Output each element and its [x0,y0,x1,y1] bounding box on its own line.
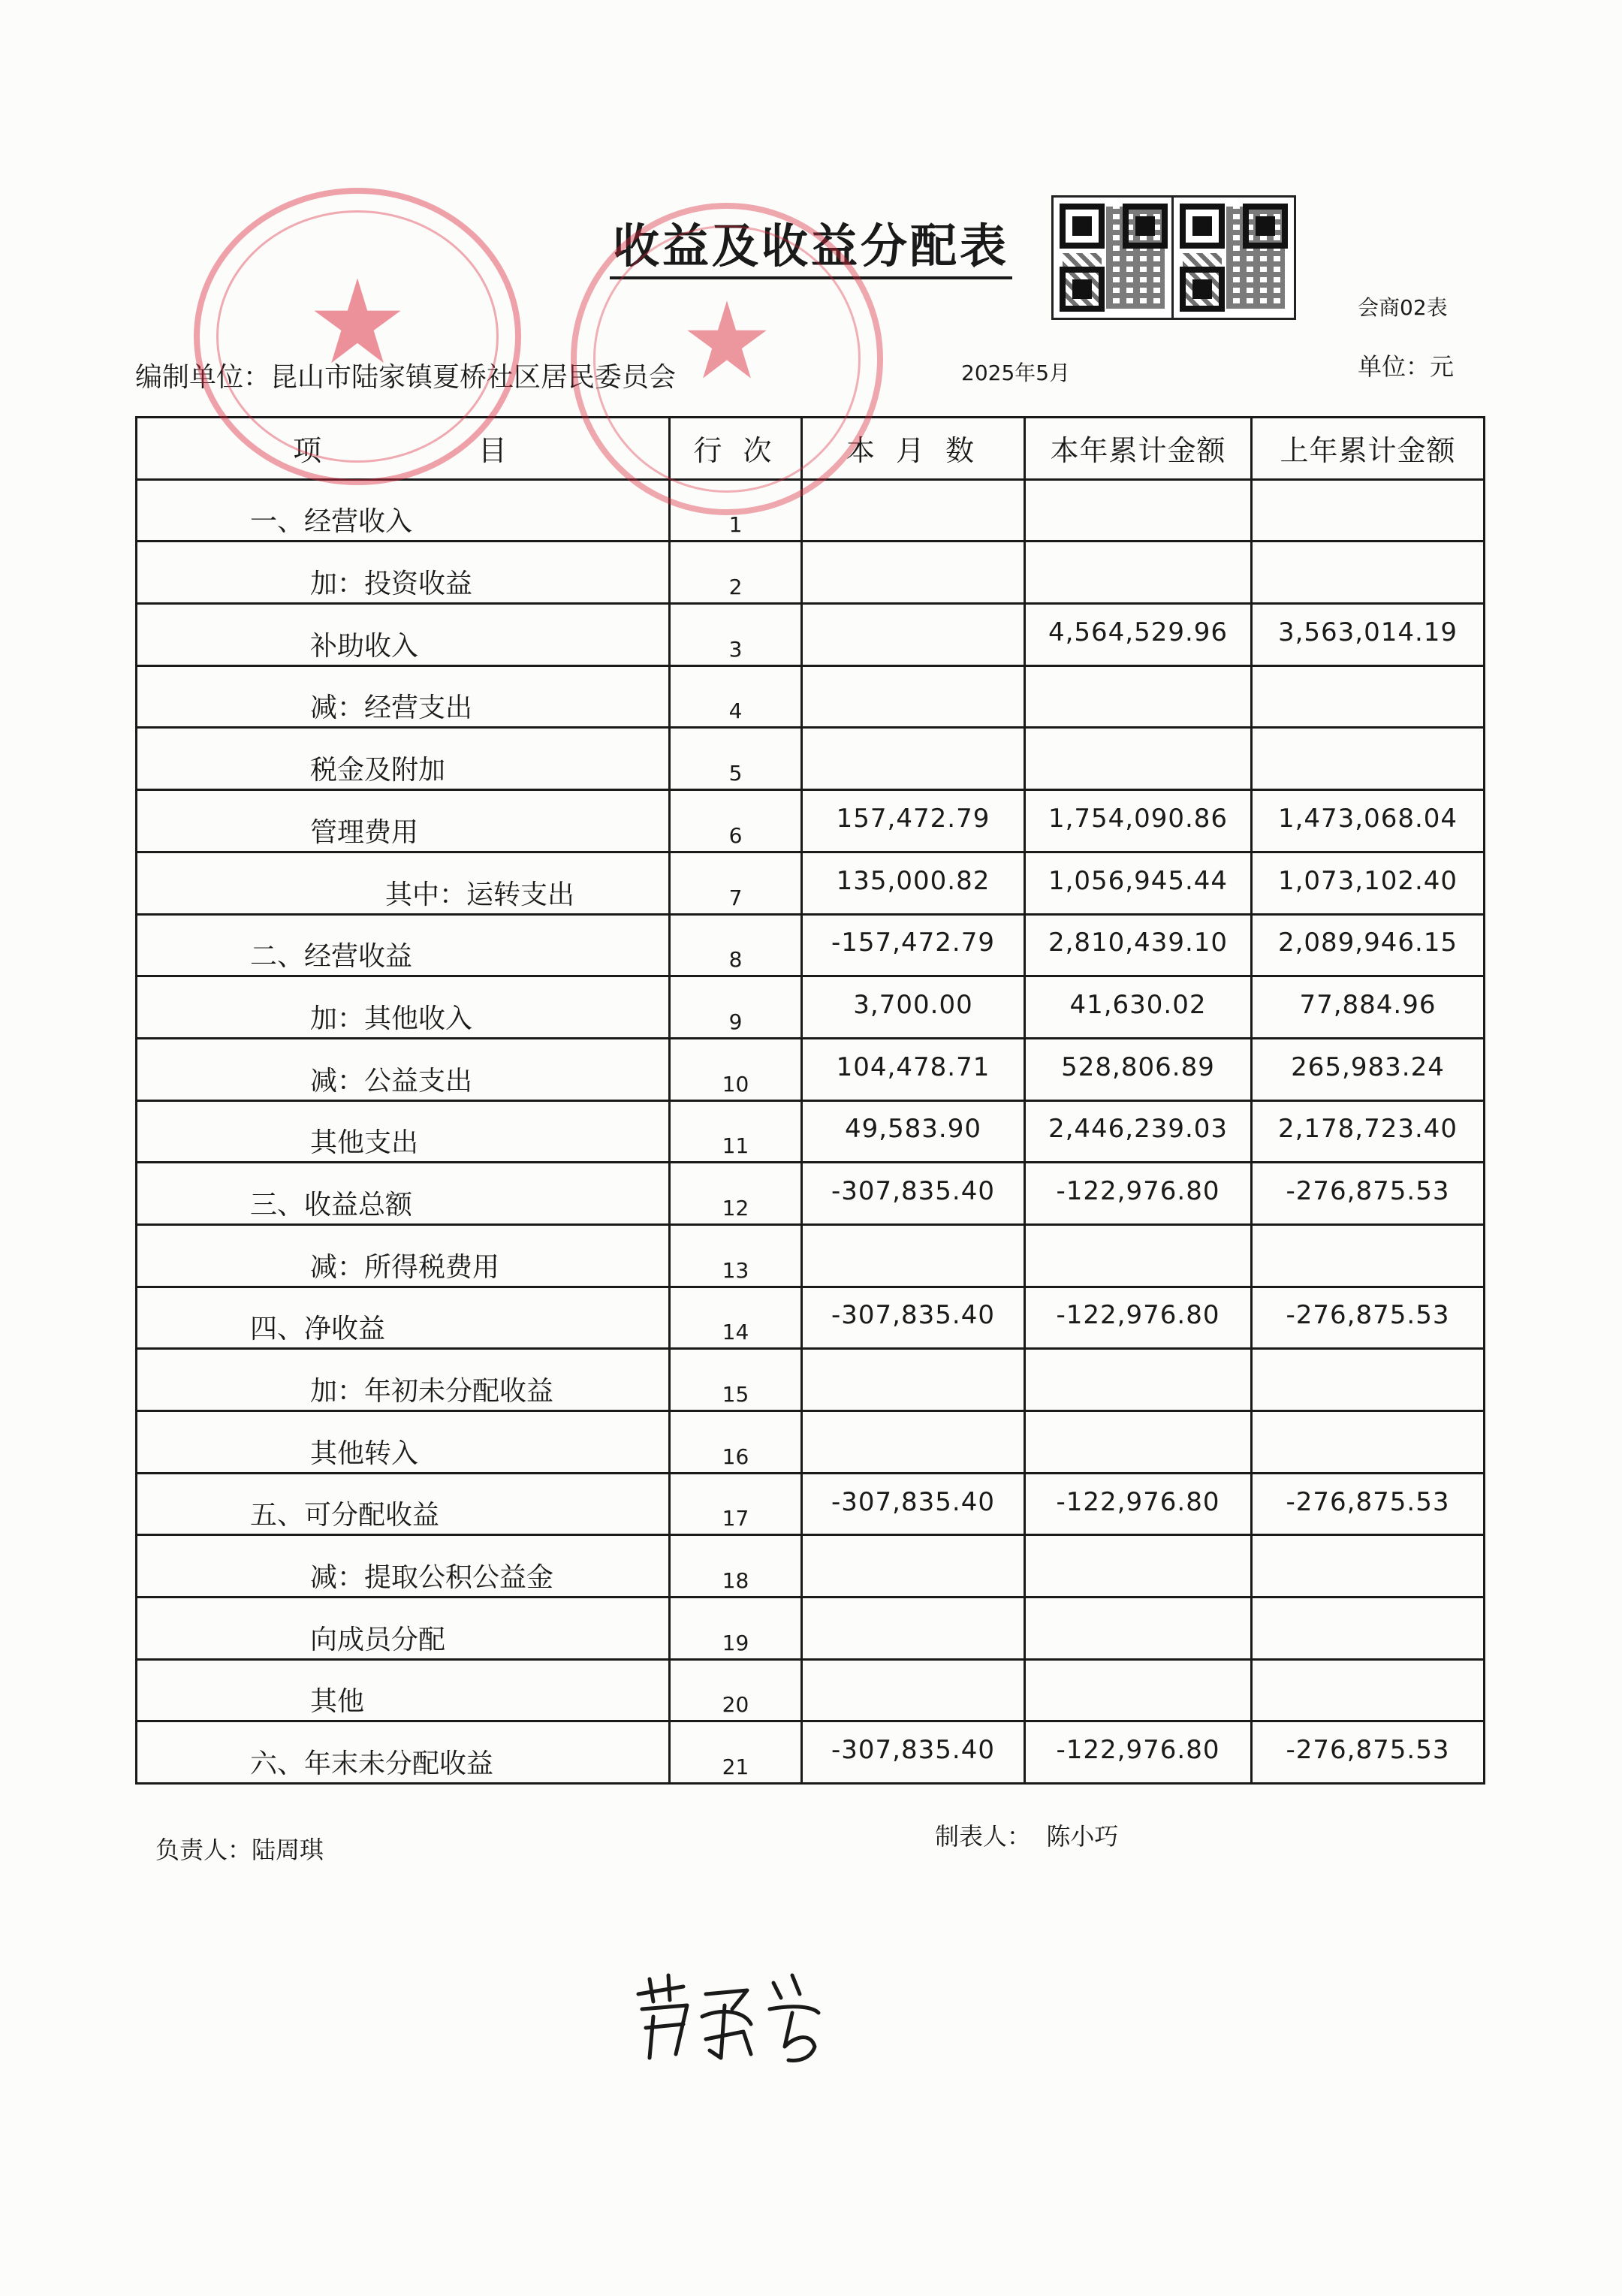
row-item-label: 加：投资收益 [137,542,670,604]
table-row [137,1163,1485,1225]
row-this-month: 157,472.79 [802,790,1025,852]
row-prev-year-amount [1252,1349,1485,1411]
row-item-label: 其他支出 [137,1100,670,1163]
table-row [137,665,1485,728]
row-prev-year-amount: 1,473,068.04 [1252,790,1485,852]
row-line-number: 8 [670,914,802,976]
table-row [137,1598,1485,1660]
row-line-number: 10 [670,1038,802,1100]
row-line-number: 20 [670,1659,802,1721]
row-item-label: 其他转入 [137,1411,670,1474]
row-prev-year-amount [1252,1224,1485,1287]
row-line-number: 4 [670,665,802,728]
column-header-this-month: 本 月 数 [802,418,1025,480]
row-prev-year-amount [1252,542,1485,604]
row-this-month: -157,472.79 [802,914,1025,976]
report-period: 2025年5月 [961,361,1071,385]
row-ytd-amount: -122,976.80 [1025,1473,1252,1535]
row-ytd-amount: 2,810,439.10 [1025,914,1252,976]
table-row [137,1535,1485,1598]
row-ytd-amount [1025,1349,1252,1411]
row-ytd-amount: 4,564,529.96 [1025,604,1252,666]
row-this-month [802,1411,1025,1474]
row-ytd-amount [1025,1598,1252,1660]
row-line-number: 6 [670,790,802,852]
row-ytd-amount: -122,976.80 [1025,1163,1252,1225]
star-icon [686,299,768,382]
table-row [137,1349,1485,1411]
row-line-number: 13 [670,1224,802,1287]
row-ytd-amount: 1,754,090.86 [1025,790,1252,852]
row-line-number: 14 [670,1287,802,1349]
row-prev-year-amount [1252,665,1485,728]
row-line-number: 1 [670,479,802,542]
row-this-month [802,1659,1025,1721]
row-item-label: 减：提取公积公益金 [137,1535,670,1598]
column-header-item: 项 目 [137,418,670,480]
row-ytd-amount: 41,630.02 [1025,976,1252,1039]
table-row [137,914,1485,976]
row-line-number: 12 [670,1163,802,1225]
row-prev-year-amount [1252,1598,1485,1660]
row-prev-year-amount: 2,089,946.15 [1252,914,1485,976]
row-this-month [802,1224,1025,1287]
row-prev-year-amount: 3,563,014.19 [1252,604,1485,666]
row-item-label: 五、可分配收益 [137,1473,670,1535]
table-row [137,728,1485,790]
row-item-label: 管理费用 [137,790,670,852]
row-this-month: -307,835.40 [802,1721,1025,1784]
row-line-number: 9 [670,976,802,1039]
row-ytd-amount [1025,1535,1252,1598]
row-ytd-amount [1025,1411,1252,1474]
row-item-label: 其他 [137,1659,670,1721]
row-ytd-amount: -122,976.80 [1025,1721,1252,1784]
row-ytd-amount: 528,806.89 [1025,1038,1252,1100]
star-icon [312,276,402,367]
table-row [137,1100,1485,1163]
row-item-label: 税金及附加 [137,728,670,790]
row-prev-year-amount [1252,1411,1485,1474]
row-this-month: -307,835.40 [802,1163,1025,1225]
row-prev-year-amount [1252,1659,1485,1721]
row-ytd-amount: -122,976.80 [1025,1287,1252,1349]
row-ytd-amount [1025,1659,1252,1721]
official-seal-supervision-committee [571,203,883,515]
row-line-number: 15 [670,1349,802,1411]
row-item-label: 其中：运转支出 [137,852,670,914]
row-ytd-amount [1025,728,1252,790]
row-prev-year-amount: 77,884.96 [1252,976,1485,1039]
row-item-label: 向成员分配 [137,1598,670,1660]
row-this-month [802,1349,1025,1411]
table-row [137,1038,1485,1100]
row-prev-year-amount: 1,073,102.40 [1252,852,1485,914]
row-prev-year-amount: 2,178,723.40 [1252,1100,1485,1163]
row-prev-year-amount: -276,875.53 [1252,1473,1485,1535]
row-line-number: 21 [670,1721,802,1784]
table-row [137,542,1485,604]
reporting-unit: 编制单位：昆山市陆家镇夏桥社区居民委员会 [135,362,677,393]
row-this-month [802,1598,1025,1660]
row-this-month: 104,478.71 [802,1038,1025,1100]
row-ytd-amount [1025,479,1252,542]
column-header-prev-year: 上年累计金额 [1252,418,1485,480]
table-row [137,1287,1485,1349]
row-line-number: 16 [670,1411,802,1474]
table-row [137,604,1485,666]
handwritten-signature [631,1964,841,2069]
qr-code-left[interactable] [1051,195,1176,320]
row-item-label: 三、收益总额 [137,1163,670,1225]
row-item-label: 减：所得税费用 [137,1224,670,1287]
table-row [137,1659,1485,1721]
row-ytd-amount: 2,446,239.03 [1025,1100,1252,1163]
column-header-ytd: 本年累计金额 [1025,418,1252,480]
table-row [137,1411,1485,1474]
row-prev-year-amount [1252,479,1485,542]
row-line-number: 2 [670,542,802,604]
income-distribution-table [135,416,1485,1785]
row-line-number: 7 [670,852,802,914]
row-prev-year-amount: -276,875.53 [1252,1721,1485,1784]
row-line-number: 18 [670,1535,802,1598]
row-prev-year-amount [1252,728,1485,790]
qr-code-right[interactable] [1171,195,1296,320]
table-row [137,790,1485,852]
row-item-label: 减：经营支出 [137,665,670,728]
table-row [137,1224,1485,1287]
row-prev-year-amount [1252,1535,1485,1598]
row-item-label: 减：公益支出 [137,1038,670,1100]
preparer: 制表人： 陈小巧 [935,1822,1119,1851]
row-this-month [802,728,1025,790]
row-ytd-amount [1025,542,1252,604]
row-item-label: 补助收入 [137,604,670,666]
official-seal-residents-committee [194,188,521,485]
row-ytd-amount: 1,056,945.44 [1025,852,1252,914]
row-ytd-amount [1025,1224,1252,1287]
row-line-number: 3 [670,604,802,666]
column-header-line-no: 行 次 [670,418,802,480]
row-this-month [802,542,1025,604]
page-title: 收益及收益分配表 [0,209,1622,276]
row-this-month: 49,583.90 [802,1100,1025,1163]
currency-unit: 单位：元 [1358,352,1455,381]
row-line-number: 11 [670,1100,802,1163]
form-code: 会商02表 [1358,295,1448,320]
row-this-month [802,479,1025,542]
row-item-label: 六、年末未分配收益 [137,1721,670,1784]
row-item-label: 加：年初未分配收益 [137,1349,670,1411]
row-this-month [802,604,1025,666]
row-ytd-amount [1025,665,1252,728]
row-prev-year-amount: 265,983.24 [1252,1038,1485,1100]
table-row [137,1721,1485,1784]
row-line-number: 5 [670,728,802,790]
row-line-number: 17 [670,1473,802,1535]
row-item-label: 一、经营收入 [137,479,670,542]
row-this-month: -307,835.40 [802,1287,1025,1349]
row-this-month: 3,700.00 [802,976,1025,1039]
row-this-month [802,1535,1025,1598]
row-line-number: 19 [670,1598,802,1660]
row-item-label: 二、经营收益 [137,914,670,976]
table-row [137,852,1485,914]
table-row [137,1473,1485,1535]
responsible-person: 负责人：陆周琪 [155,1836,324,1864]
row-prev-year-amount: -276,875.53 [1252,1163,1485,1225]
row-item-label: 加：其他收入 [137,976,670,1039]
row-item-label: 四、净收益 [137,1287,670,1349]
row-prev-year-amount: -276,875.53 [1252,1287,1485,1349]
row-this-month [802,665,1025,728]
row-this-month: -307,835.40 [802,1473,1025,1535]
row-this-month: 135,000.82 [802,852,1025,914]
table-row [137,976,1485,1039]
